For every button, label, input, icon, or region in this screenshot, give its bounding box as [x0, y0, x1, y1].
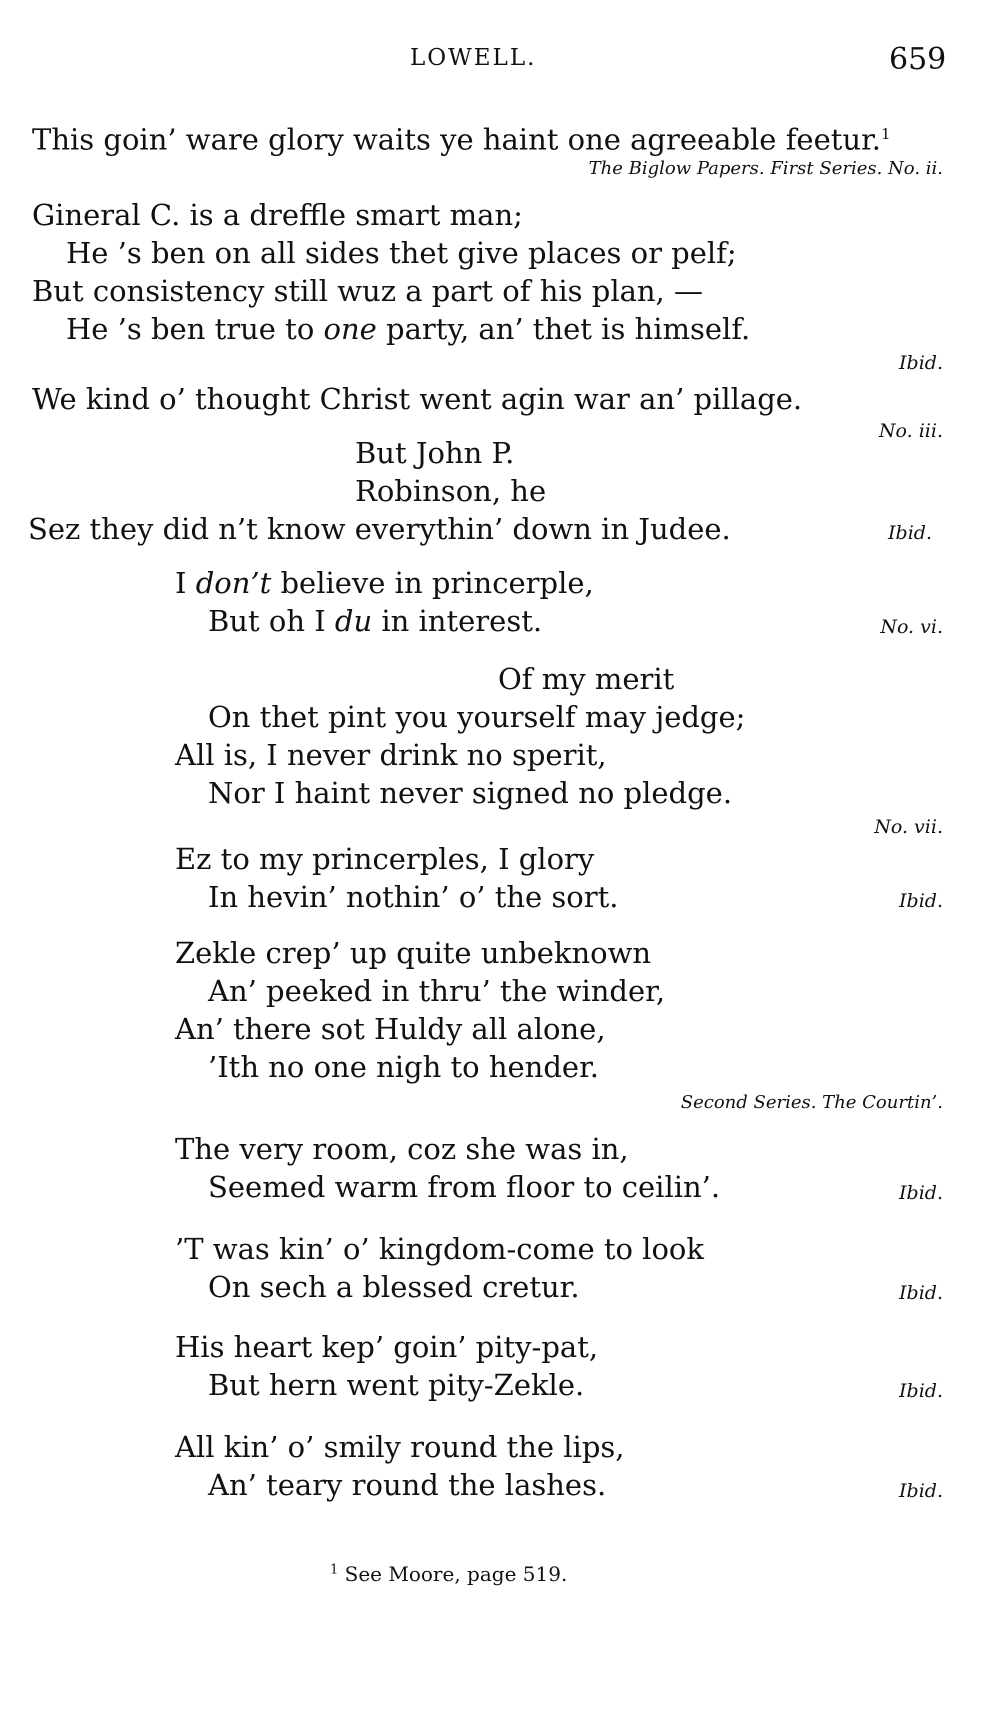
quote-line: Gineral C. is a dreffle smart man; — [32, 198, 523, 232]
citation: Ibid. — [899, 1480, 943, 1502]
quote-line: We kind o’ thought Christ went agin war an’ pillage. — [32, 382, 803, 416]
quote-line: But oh I du in interest. — [208, 604, 543, 638]
quote-line: The very room, coz she was in, — [175, 1132, 629, 1166]
citation: Ibid. — [899, 890, 943, 912]
citation: Ibid. — [899, 352, 943, 374]
quote-line: In hevin’ nothin’ o’ the sort. — [208, 880, 619, 914]
quote-line: On thet pint you yourself may jedge; — [208, 700, 746, 734]
running-title: LOWELL. — [410, 45, 537, 71]
citation: No. vi. — [880, 616, 943, 638]
quote-line: He ’s ben on all sides thet give places or pelf; — [66, 236, 737, 270]
citation: Ibid. — [899, 1282, 943, 1304]
quote-line: An’ there sot Huldy all alone, — [175, 1012, 606, 1046]
quote-line: ’Ith no one nigh to hender. — [208, 1050, 599, 1084]
citation: Ibid. — [888, 522, 932, 544]
quote-line: Of my merit — [498, 662, 675, 696]
quote-line: ’T was kin’ o’ kingdom-come to look — [175, 1232, 704, 1266]
quote-line: An’ peeked in thru’ the winder, — [208, 974, 666, 1008]
citation: Ibid. — [899, 1380, 943, 1402]
quote-line: Seemed warm from floor to ceilin’. — [208, 1170, 721, 1204]
quote-line — [32, 115, 891, 159]
quote-line: He ’s ben true to one party, an’ thet is himself. — [66, 312, 751, 346]
citation: No. vii. — [874, 816, 943, 838]
quote-line: Robinson, he — [355, 474, 547, 508]
quote-line: Sez they did n’t know everythin’ down in Judee. — [28, 512, 731, 546]
quote-line: But consistency still wuz a part of his plan, — — [32, 274, 703, 308]
quote-line: Zekle crep’ up quite unbeknown — [175, 936, 652, 970]
quote-line: Nor I haint never signed no pledge. — [208, 776, 733, 810]
footnote-text: See Moore, page 519. — [344, 1562, 568, 1586]
citation: No. iii. — [878, 420, 943, 442]
quote-line: All kin’ o’ smily round the lips, — [175, 1430, 625, 1464]
quote-line: On sech a blessed cretur. — [208, 1270, 580, 1304]
citation: Ibid. — [899, 1182, 943, 1204]
footnote-mark: 1 — [330, 1562, 339, 1578]
quote-line: I don’t believe in princerple, — [175, 566, 594, 600]
citation: Second Series. The Courtin’. — [680, 1092, 943, 1113]
quote-line: But hern went pity-Zekle. — [208, 1368, 585, 1402]
quote-line: All is, I never drink no sperit, — [175, 738, 607, 772]
page-number: 659 — [889, 42, 947, 77]
quote-text: This goin’ ware glory waits ye haint one agreeable feetur. — [32, 122, 881, 157]
footnote — [330, 1562, 567, 1586]
footnote-ref: 1 — [880, 125, 891, 143]
quote-line: Ez to my princerples, I glory — [175, 842, 595, 876]
quote-line: But John P. — [355, 436, 515, 470]
quote-line: His heart kep’ goin’ pity-pat, — [175, 1330, 599, 1364]
citation: The Biglow Papers. First Series. No. ii. — [588, 158, 943, 179]
quote-line: An’ teary round the lashes. — [208, 1468, 607, 1502]
